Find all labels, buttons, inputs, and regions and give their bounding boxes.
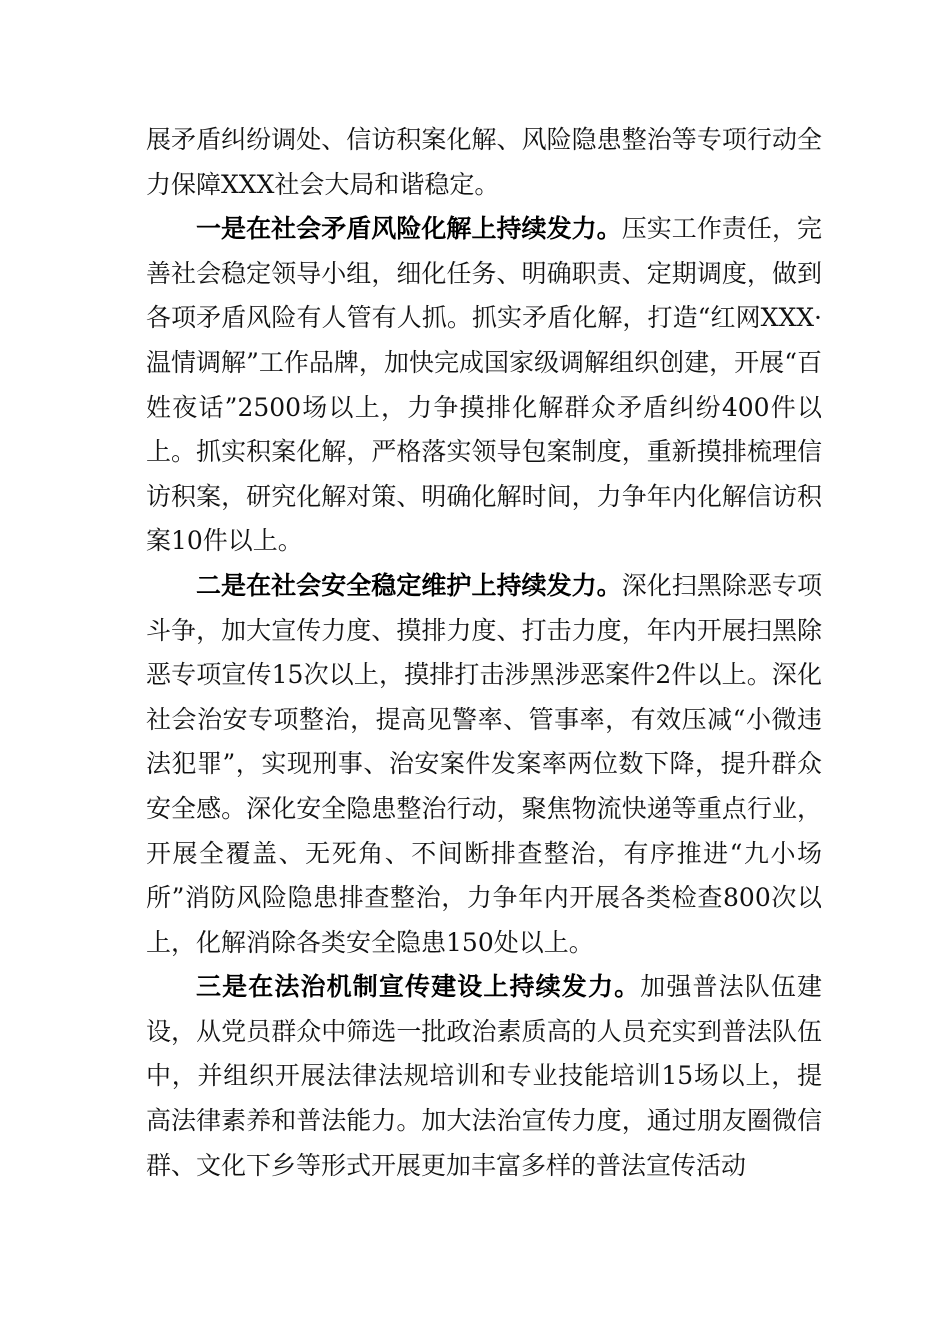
document-body xyxy=(146,118,822,1188)
paragraph-text: 压实工作责任，完善社会稳定领导小组，细化任务、明确职责、定期调度，做到各项矛盾风险有人管有人抓。抓实矛盾化解，打造“红网XXX·温情调解”工作品牌，加快完成国家级调解组织创建，开展“百姓夜话”2500场以上，力争摸排化解群众矛盾纠纷400件以上。抓实积案化解，严格落实领导包案制度，重新摸排梳理信访积案，研究化解对策、明确化解时间，力争年内化解信访积案10件以上。 xyxy=(146,214,822,556)
paragraph-lead: 一是在社会矛盾风险化解上持续发力。 xyxy=(196,214,622,244)
paragraph-text: 展矛盾纠纷调处、信访积案化解、风险隐患整治等专项行动全力保障XXX社会大局和谐稳定。 xyxy=(146,125,822,199)
paragraph-safety-stability xyxy=(146,564,822,965)
paragraph-lead: 三是在法治机制宣传建设上持续发力。 xyxy=(196,972,641,1002)
paragraph-lead: 二是在社会安全稳定维护上持续发力。 xyxy=(196,570,622,600)
paragraph-text: 加强普法队伍建设，从党员群众中筛选一批政治素质高的人员充实到普法队伍中，并组织开展法律法规培训和专业技能培训15场以上，提高法律素养和普法能力。加大法治宣传力度，通过朋友圈微信群、文化下乡等形式开展更加丰富多样的普法宣传活动 xyxy=(146,972,822,1180)
paragraph-conflict-resolution xyxy=(146,207,822,564)
paragraph-continuation xyxy=(146,118,822,207)
paragraph-legal-publicity xyxy=(146,965,822,1188)
paragraph-text: 深化扫黑除恶专项斗争，加大宣传力度、摸排力度、打击力度，年内开展扫黑除恶专项宣传15次以上，摸排打击涉黑涉恶案件2件以上。深化社会治安专项整治，提高见警率、管事率，有效压减“小微违法犯罪”，实现刑事、治安案件发案率两位数下降，提升群众安全感。深化安全隐患整治行动，聚焦物流快递等重点行业，开展全覆盖、无死角、不间断排查整治，有序推进“九小场所”消防风险隐患排查整治，力争年内开展各类检查800次以上，化解消除各类安全隐患150处以上。 xyxy=(146,570,822,957)
